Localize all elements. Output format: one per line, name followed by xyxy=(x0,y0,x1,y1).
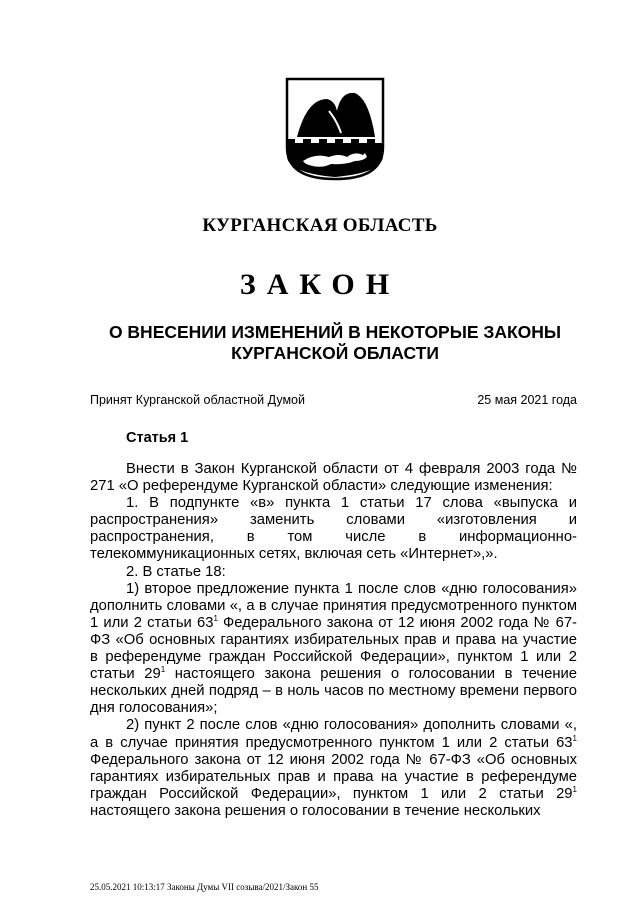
paragraph-subitem-1: 1) второе предложение пункта 1 после слов «дню голосования» дополнить словами «, а в случае принятия предусмотренного пунктом 1 или 2 статьи $63^1$ Федерального закона от 12 июня 2002 года № 67-ФЗ «Об основных гарантиях избирательных прав и права на участие в референдуме граждан Российской Федерации», пунктом 1 или 2 статьи $29^1$ настоящего закона решения о голосовании в течение нескольких дней подряд – в ноль часов по местному времени первого дня голосования»; xyxy=(90,580,577,717)
paragraph-item-2: 2. В статье 18: xyxy=(126,563,226,580)
paragraph-item-1: 1. В подпункте «в» пункта 1 статьи 17 слова «выпуска и распространения» заменить словами «изготовления и распространения, в том числе в информационно-телекоммуникационных сетях, включая сеть «Интернет»,». xyxy=(90,495,577,563)
adoption-date: 25 мая 2021 года xyxy=(477,393,577,407)
coat-of-arms-emblem xyxy=(285,77,385,181)
region-name: КУРГАНСКАЯ ОБЛАСТЬ xyxy=(202,215,438,236)
law-title-line-1: О ВНЕСЕНИИ ИЗМЕНЕНИЙ В НЕКОТОРЫЕ ЗАКОНЫ xyxy=(108,322,562,342)
footer-stamp: 25.05.2021 10:13:17 Законы Думы VII созыва/2021/Закон 55 xyxy=(90,882,319,892)
adopted-by: Принят Курганской областной Думой xyxy=(90,393,305,407)
article-body xyxy=(90,461,577,820)
paragraph-intro: Внести в Закон Курганской области от 4 февраля 2003 года № 271 «О референдуме Курганской области» следующие изменения: xyxy=(90,461,577,495)
document-type: ЗАКОН xyxy=(239,268,401,301)
paragraph-subitem-2: 2) пункт 2 после слов «дню голосования» дополнить словами «, а в случае принятия предусмотренного пунктом 1 или 2 статьи $63^1$ Федерального закона от 12 июня 2002 года № 67-ФЗ «Об основных гарантиях избирательных прав и права на участие в референдуме граждан Российской Федерации», пунктом 1 или 2 статьи $29^1$ настоящего закона решения о голосовании в течение нескольких xyxy=(90,717,577,819)
article-heading: Статья 1 xyxy=(126,430,189,446)
law-title-line-2: КУРГАНСКОЙ ОБЛАСТИ xyxy=(231,343,439,363)
law-title xyxy=(90,322,580,364)
